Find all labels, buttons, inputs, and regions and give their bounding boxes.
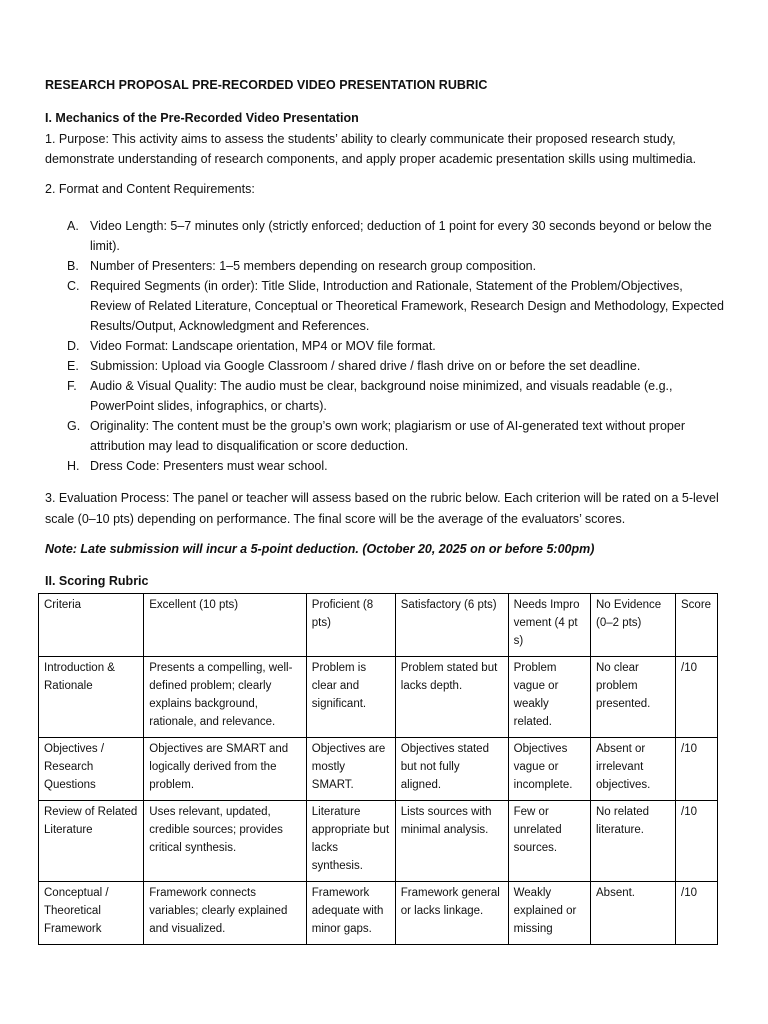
requirements-list <box>45 216 725 476</box>
header-cell: Score <box>676 594 718 657</box>
list-item: C. Required Segments (in order): Title Slide, Introduction and Rationale, Statement of the Problem/Objectives, Review of Related Literature, Conceptual or Theoretical Framework, Research Design and Methodology, Expected Results/Output, Acknowledgment and References. <box>67 279 724 333</box>
table-cell: Objectives stated but not fully aligned. <box>395 738 508 801</box>
table-header-row <box>39 594 718 657</box>
evaluation-paragraph: 3. Evaluation Process: The panel or teacher will assess based on the rubric below. Each criterion will be rated on a 5-level scale (0–10 pts) depending on performance. The final score will be the average of the evaluators’ scores. <box>45 491 719 526</box>
table-cell: Uses relevant, updated, credible sources; provides critical synthesis. <box>144 801 307 882</box>
table-cell: Weakly explained or missing <box>508 882 590 945</box>
table-cell: Review of Related Literature <box>39 801 144 882</box>
header-cell: Satisfactory (6 pts) <box>395 594 508 657</box>
list-item: F. Audio & Visual Quality: The audio must be clear, background noise minimized, and visuals readable (e.g., PowerPoint slides, infographics, or charts). <box>67 379 673 413</box>
table-cell: Objectives are SMART and logically derived from the problem. <box>144 738 307 801</box>
table-row <box>39 738 718 801</box>
list-item: G. Originality: The content must be the group’s own work; plagiarism or use of AI-generated text without proper attribution may lead to disqualification or score deduction. <box>67 419 685 453</box>
score-cell: /10 <box>676 882 718 945</box>
score-cell: /10 <box>676 738 718 801</box>
table-row <box>39 801 718 882</box>
table-cell: Objectives vague or incomplete. <box>508 738 590 801</box>
list-item: E. Submission: Upload via Google Classroom / shared drive / flash drive on or before the set deadline. <box>67 359 641 373</box>
list-item: D. Video Format: Landscape orientation, MP4 or MOV file format. <box>67 339 436 353</box>
table-cell: Presents a compelling, well-defined problem; clearly explains background, rationale, and relevance. <box>144 657 307 738</box>
header-cell: Needs Improvement (4 pts) <box>508 594 590 657</box>
section-1-heading: I. Mechanics of the Pre-Recorded Video Presentation <box>45 111 359 125</box>
table-cell: Framework general or lacks linkage. <box>395 882 508 945</box>
format-heading: 2. Format and Content Requirements: <box>45 182 255 196</box>
table-cell: Absent. <box>591 882 676 945</box>
table-cell: No related literature. <box>591 801 676 882</box>
list-item: A. Video Length: 5–7 minutes only (strictly enforced; deduction of 1 point for every 30 seconds beyond or below the limit). <box>67 219 712 253</box>
header-cell: Excellent (10 pts) <box>144 594 307 657</box>
score-cell: /10 <box>676 657 718 738</box>
table-cell: Literature appropriate but lacks synthesis. <box>306 801 395 882</box>
table-row <box>39 657 718 738</box>
table-cell: Problem vague or weakly related. <box>508 657 590 738</box>
purpose-paragraph: 1. Purpose: This activity aims to assess the students’ ability to clearly communicate their proposed research study, demonstrate understanding of research components, and apply proper academic presentation skills using multimedia. <box>45 132 697 166</box>
table-row <box>39 882 718 945</box>
header-cell: Proficient (8 pts) <box>306 594 395 657</box>
table-cell: Introduction & Rationale <box>39 657 144 738</box>
table-cell: Problem stated but lacks depth. <box>395 657 508 738</box>
page-title: RESEARCH PROPOSAL PRE-RECORDED VIDEO PRESENTATION RUBRIC <box>45 78 488 92</box>
table-cell: Framework connects variables; clearly explained and visualized. <box>144 882 307 945</box>
table-cell: Framework adequate with minor gaps. <box>306 882 395 945</box>
table-cell: Problem is clear and significant. <box>306 657 395 738</box>
header-cell: Criteria <box>39 594 144 657</box>
list-item: H. Dress Code: Presenters must wear school. <box>67 459 328 473</box>
scoring-rubric-table <box>38 593 718 945</box>
table-cell: Objectives / Research Questions <box>39 738 144 801</box>
list-item: B. Number of Presenters: 1–5 members depending on research group composition. <box>67 259 537 273</box>
header-cell: No Evidence (0–2 pts) <box>591 594 676 657</box>
table-cell: Lists sources with minimal analysis. <box>395 801 508 882</box>
table-cell: Conceptual / Theoretical Framework <box>39 882 144 945</box>
table-cell: Objectives are mostly SMART. <box>306 738 395 801</box>
score-cell: /10 <box>676 801 718 882</box>
section-2-heading: II. Scoring Rubric <box>45 574 149 588</box>
late-submission-note: Note: Late submission will incur a 5-point deduction. (October 20, 2025 on or before 5:00pm) <box>45 542 595 556</box>
table-cell: Absent or irrelevant objectives. <box>591 738 676 801</box>
table-cell: No clear problem presented. <box>591 657 676 738</box>
table-cell: Few or unrelated sources. <box>508 801 590 882</box>
